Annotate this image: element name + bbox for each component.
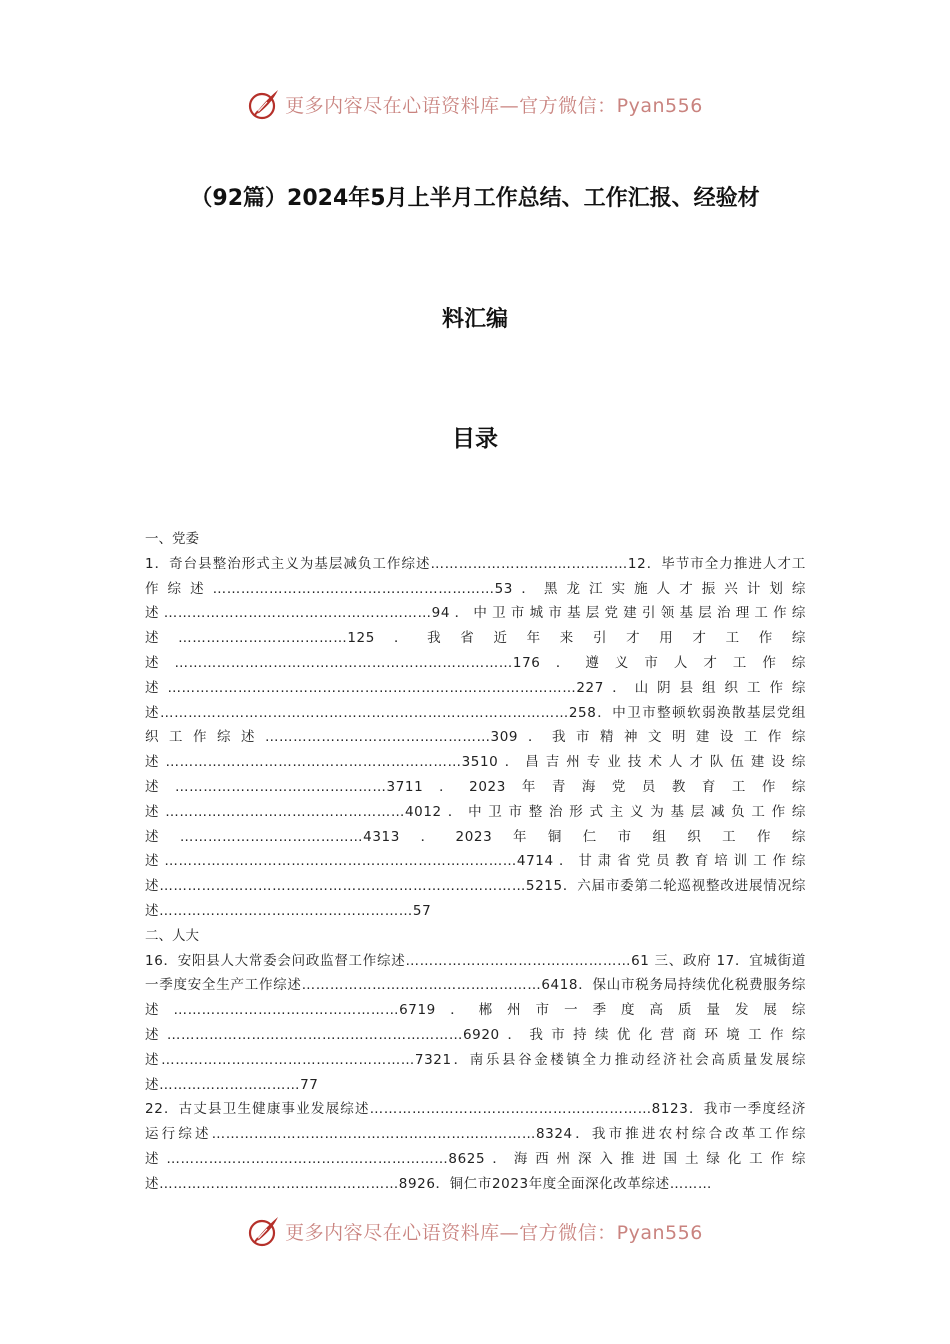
table-of-contents — [145, 527, 806, 1197]
banner-text — [285, 1218, 703, 1245]
quill-pen-logo-icon — [247, 1214, 281, 1248]
document-title-line1: （92篇）2024年5月上半月工作总结、工作汇报、经验材 — [190, 186, 760, 211]
toc-section-government-entries: 22．古丈县卫生健康事业发展综述……………………………………………………8123．我市一季度经济运行综述……………………………………………………………8324．我市推进农村综合改革工作综述……………………………………………………8625．海西州深入推进国土绿化工作综述……………………………………………8926．铜仁市2023年度全面深化改革综述……… — [145, 1101, 806, 1192]
toc-heading: 目录 — [452, 426, 498, 452]
header-watermark-banner — [0, 84, 950, 124]
banner-text — [285, 91, 703, 118]
banner-slogan: 更多内容尽在心语资料库—官方微信： — [285, 94, 617, 117]
footer-watermark-banner — [0, 1211, 950, 1251]
banner-slogan: 更多内容尽在心语资料库—官方微信： — [285, 1221, 617, 1244]
toc-section-heading-peoples-congress: 二、人大 — [145, 927, 199, 944]
banner-wechat-id: Pyan556 — [616, 94, 703, 117]
quill-pen-logo-icon — [247, 87, 281, 121]
toc-section-heading-party-committee: 一、党委 — [145, 531, 199, 547]
banner-wechat-id: Pyan556 — [616, 1221, 703, 1244]
toc-section-party-committee-entries: 1．奇台县整治形式主义为基层减负工作综述……………………………………12．毕节市全力推进人才工作综述……………………………………………………53．黑龙江实施人才振兴计划综述…………………………………………………94．中卫市城市基层党建引领基层治理工作综述………………………………125．我省近年来引才用才工作综述………………………………………………………………176．遵义市人才工作综述……………………………………………………………………………227．山阴县组织工作综述……………………………………………………………………………258．中卫市整顿软弱涣散基层党组织工作综述…………………………………………309．我市精神文明建设工作综述………………………………………………………3510．昌吉州专业技术人才队伍建设综述………………………………………3711．2023年青海党员教育工作综述……………………………………………4012．中卫市整治形式主义为基层减负工作综述…………………………………4313．2023年铜仁市组织工作综述…………………………………………………………………4714．甘肃省党员教育培训工作综述……………………………………………………………………5215．六届市委第二轮巡视整改进展情况综述………………………………………………57 — [145, 555, 806, 919]
toc-section-peoples-congress-entries: 16．安阳县人大常委会问政监督工作综述…………………………………………61 三、政府 17．宜城街道一季度安全生产工作综述……………………………………………6418．保山市税务局持续优化税费服务综述…………………………………………6719．郴州市一季度高质量发展综述………………………………………………………6920．我市持续优化营商环境工作综述………………………………………………7321．南乐县谷金楼镇全力推动经济社会高质量发展综述…………………………77 — [145, 952, 806, 1093]
document-title-line2: 料汇编 — [441, 307, 508, 332]
